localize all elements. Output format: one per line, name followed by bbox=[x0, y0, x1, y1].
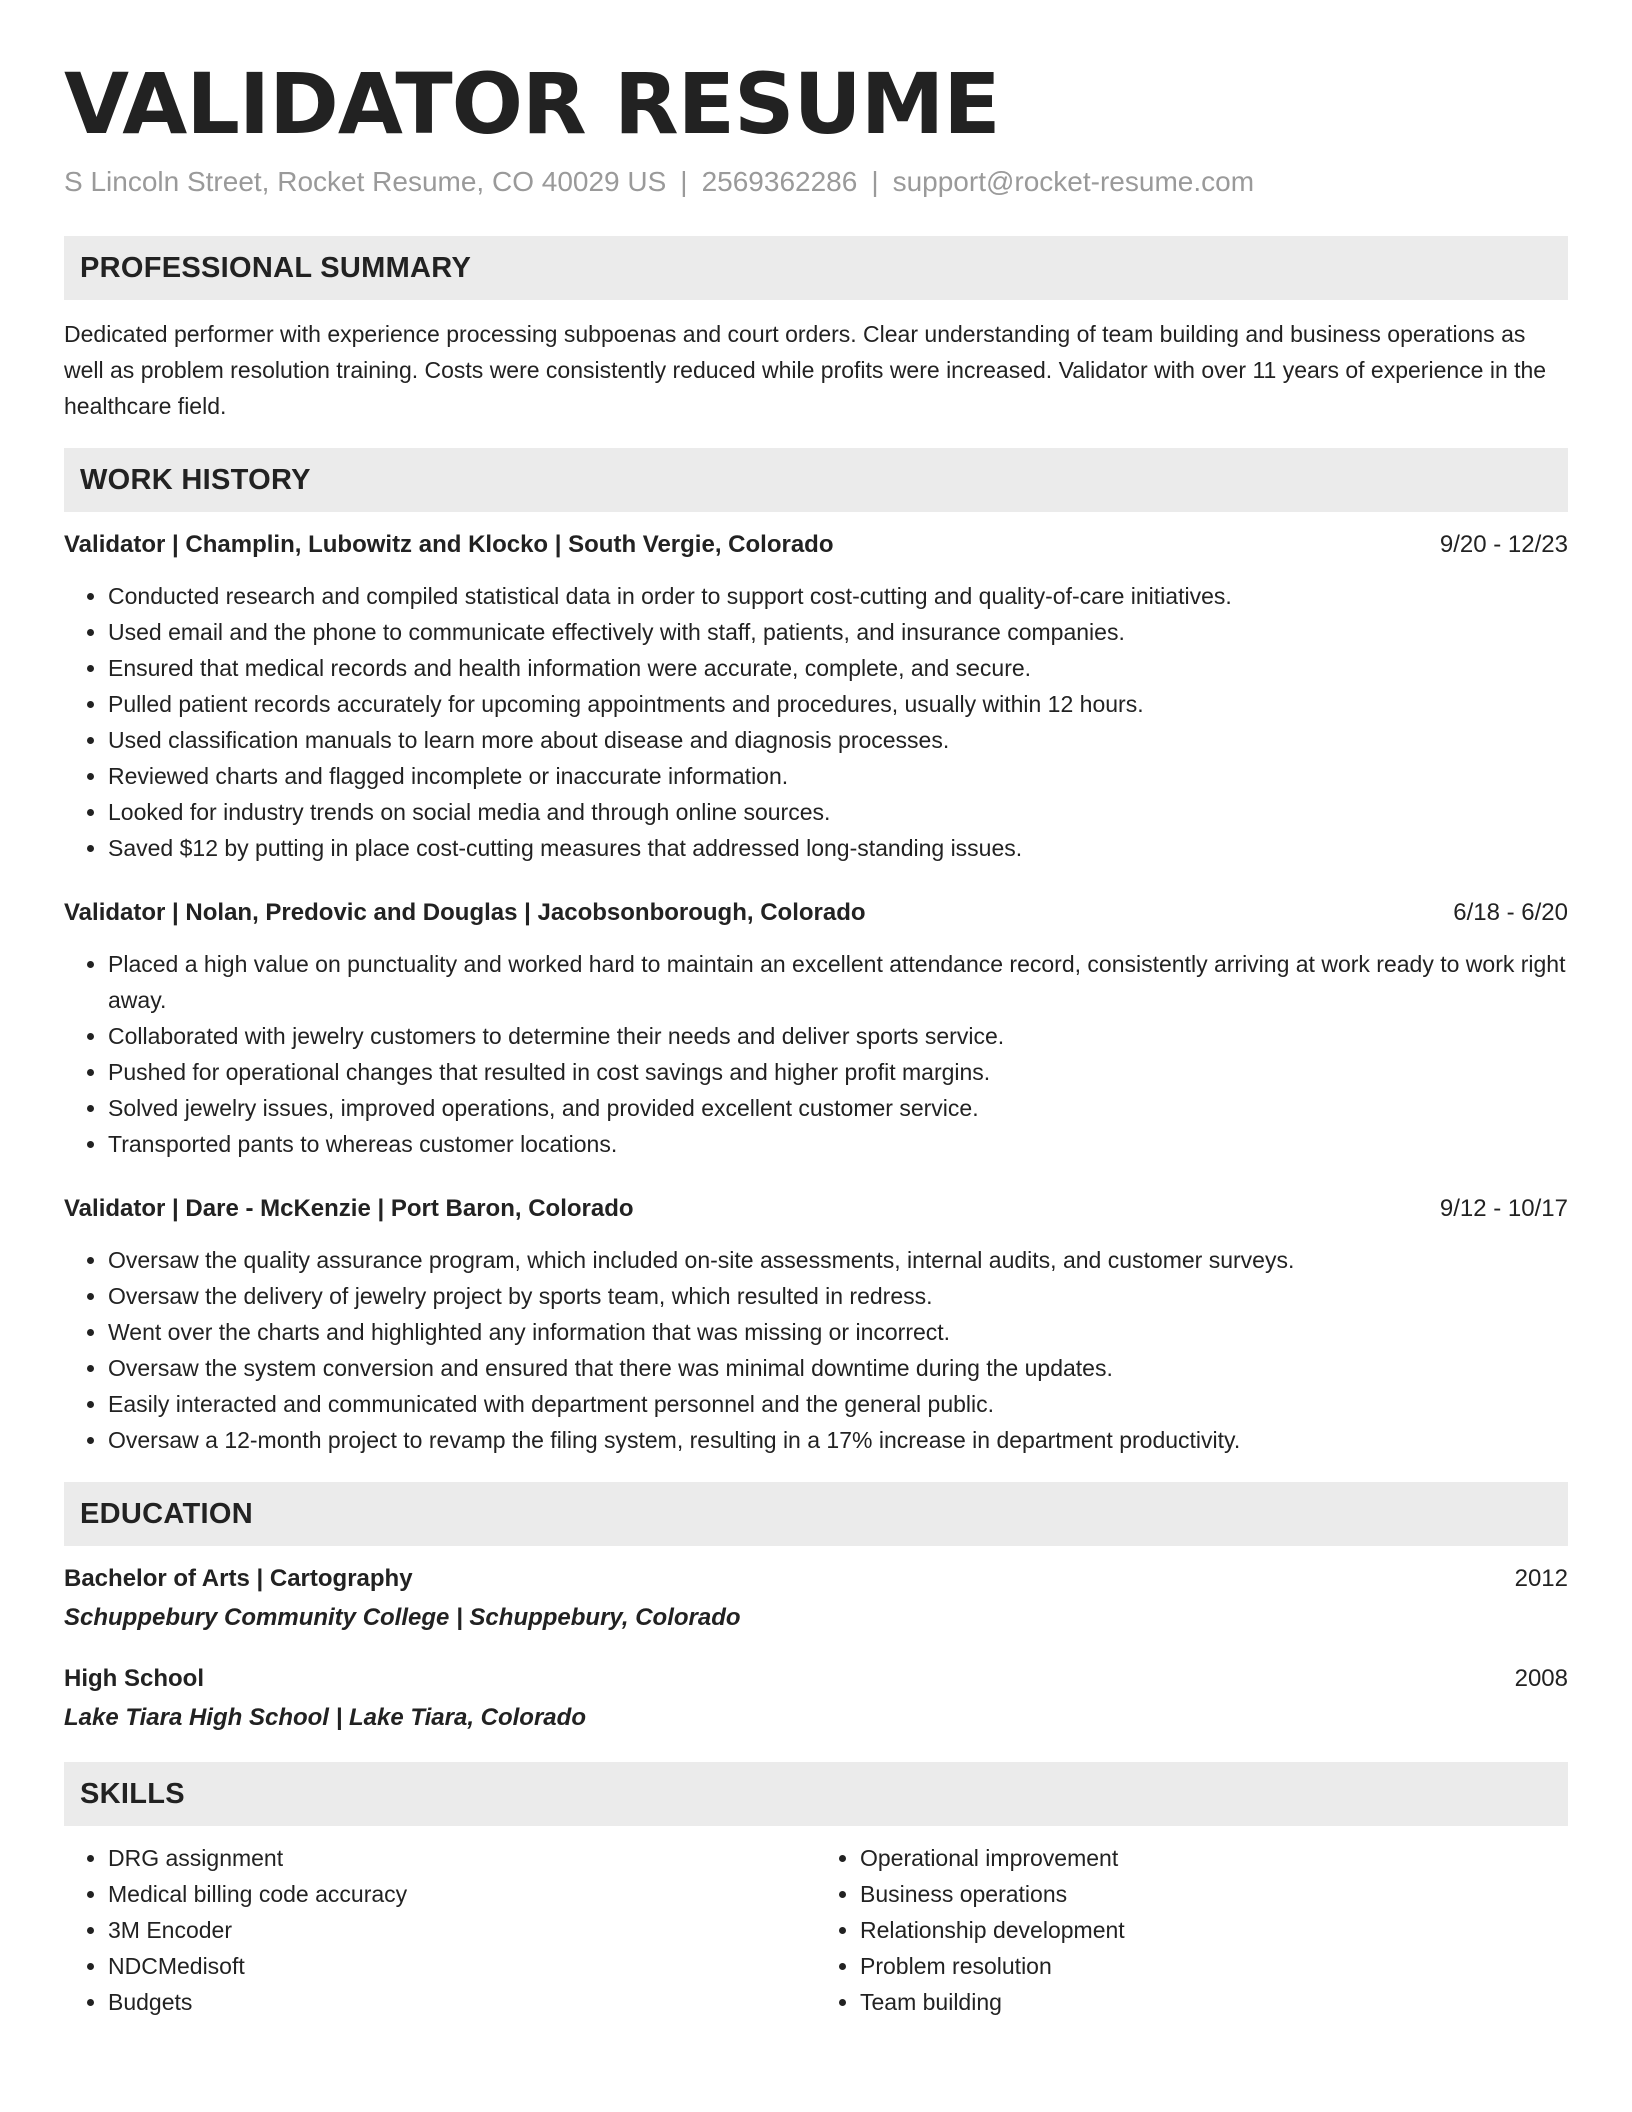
skill-item: • NDCMedisoft bbox=[108, 1948, 816, 1984]
section-header-work-history: WORK HISTORY bbox=[64, 448, 1568, 512]
job-bullets bbox=[64, 578, 1568, 866]
section-header-summary: PROFESSIONAL SUMMARY bbox=[64, 236, 1568, 300]
job-header bbox=[64, 1192, 1568, 1226]
skills-columns bbox=[64, 1840, 1568, 2020]
job-header bbox=[64, 528, 1568, 562]
education-year: 2012 bbox=[1514, 1565, 1568, 1592]
contact-separator: | bbox=[680, 166, 688, 197]
contact-separator: | bbox=[871, 166, 879, 197]
job-title: Validator | Champlin, Lubowitz and Klocko | South Vergie, Colorado bbox=[64, 531, 834, 558]
list-item: • Used email and the phone to communicate effectively with staff, patients, and insurance companies. bbox=[108, 614, 1568, 650]
list-item: • Oversaw the system conversion and ensured that there was minimal downtime during the updates. bbox=[108, 1350, 1568, 1386]
contact-address: S Lincoln Street, Rocket Resume, CO 40029 US bbox=[64, 166, 667, 197]
skill-item: • Operational improvement bbox=[860, 1840, 1568, 1876]
education-degree: High School bbox=[64, 1665, 204, 1692]
education-entry bbox=[64, 1662, 1568, 1736]
education-school: Schuppebury Community College | Schuppebury, Colorado bbox=[64, 1604, 741, 1631]
contact-phone[interactable]: 2569362286 bbox=[701, 166, 858, 197]
list-item: • Reviewed charts and flagged incomplete or inaccurate information. bbox=[108, 758, 1568, 794]
list-item: • Transported pants to whereas customer locations. bbox=[108, 1126, 1568, 1162]
list-item: • Pushed for operational changes that resulted in cost savings and higher profit margins. bbox=[108, 1054, 1568, 1090]
job-title: Validator | Dare - McKenzie | Port Baron, Colorado bbox=[64, 1195, 634, 1222]
education-school: Lake Tiara High School | Lake Tiara, Colorado bbox=[64, 1704, 586, 1731]
skills-list-left bbox=[64, 1840, 816, 2020]
job-title: Validator | Nolan, Predovic and Douglas | Jacobsonborough, Colorado bbox=[64, 899, 866, 926]
summary-text: Dedicated performer with experience processing subpoenas and court orders. Clear understanding of team building and business operations as well as problem resolution training. Costs were consistently reduced while profits were increased. Validator with over 11 years of experience in the healthcare field. bbox=[64, 321, 1547, 419]
list-item: • Easily interacted and communicated with department personnel and the general public. bbox=[108, 1386, 1568, 1422]
education-header bbox=[64, 1562, 1568, 1596]
list-item: • Saved $12 by putting in place cost-cutting measures that addressed long-standing issues. bbox=[108, 830, 1568, 866]
list-item: • Pulled patient records accurately for upcoming appointments and procedures, usually within 12 hours. bbox=[108, 686, 1568, 722]
education-header bbox=[64, 1662, 1568, 1696]
skill-item: • 3M Encoder bbox=[108, 1912, 816, 1948]
resume-page bbox=[64, 0, 1568, 2020]
list-item: • Placed a high value on punctuality and worked hard to maintain an excellent attendance record, consistently arriving at work ready to work right away. bbox=[108, 946, 1568, 1018]
list-item: • Oversaw the quality assurance program, which included on-site assessments, internal audits, and customer surveys. bbox=[108, 1242, 1568, 1278]
list-item: • Conducted research and compiled statistical data in order to support cost-cutting and quality-of-care initiatives. bbox=[108, 578, 1568, 614]
job-entry bbox=[64, 896, 1568, 1162]
job-bullets bbox=[64, 1242, 1568, 1458]
job-entry bbox=[64, 1192, 1568, 1458]
job-dates: 6/18 - 6/20 bbox=[1453, 899, 1568, 926]
job-entry bbox=[64, 528, 1568, 866]
contact-email[interactable]: support@rocket-resume.com bbox=[892, 166, 1255, 197]
skill-item: • Problem resolution bbox=[860, 1948, 1568, 1984]
list-item: • Collaborated with jewelry customers to determine their needs and deliver sports service. bbox=[108, 1018, 1568, 1054]
job-bullets bbox=[64, 946, 1568, 1162]
section-header-education: EDUCATION bbox=[64, 1482, 1568, 1546]
skill-item: • Relationship development bbox=[860, 1912, 1568, 1948]
skills-list-right bbox=[816, 1840, 1568, 2020]
list-item: • Used classification manuals to learn more about disease and diagnosis processes. bbox=[108, 722, 1568, 758]
education-year: 2008 bbox=[1514, 1665, 1568, 1692]
job-dates: 9/20 - 12/23 bbox=[1439, 531, 1568, 558]
section-header-skills: SKILLS bbox=[64, 1762, 1568, 1826]
skill-item: • Budgets bbox=[108, 1984, 816, 2020]
education-degree: Bachelor of Arts | Cartography bbox=[64, 1565, 413, 1592]
list-item: • Ensured that medical records and health information were accurate, complete, and secure. bbox=[108, 650, 1568, 686]
job-header bbox=[64, 896, 1568, 930]
list-item: • Looked for industry trends on social media and through online sources. bbox=[108, 794, 1568, 830]
skill-item: • DRG assignment bbox=[108, 1840, 816, 1876]
job-dates: 9/12 - 10/17 bbox=[1439, 1195, 1568, 1222]
contact-line bbox=[64, 162, 1568, 202]
skill-item: • Team building bbox=[860, 1984, 1568, 2020]
list-item: • Solved jewelry issues, improved operations, and provided excellent customer service. bbox=[108, 1090, 1568, 1126]
resume-title: VALIDATOR RESUME bbox=[64, 55, 1000, 153]
list-item: • Oversaw the delivery of jewelry project by sports team, which resulted in redress. bbox=[108, 1278, 1568, 1314]
education-entry bbox=[64, 1562, 1568, 1636]
skill-item: • Business operations bbox=[860, 1876, 1568, 1912]
list-item: • Went over the charts and highlighted any information that was missing or incorrect. bbox=[108, 1314, 1568, 1350]
list-item: • Oversaw a 12-month project to revamp the filing system, resulting in a 17% increase in department productivity. bbox=[108, 1422, 1568, 1458]
skill-item: • Medical billing code accuracy bbox=[108, 1876, 816, 1912]
